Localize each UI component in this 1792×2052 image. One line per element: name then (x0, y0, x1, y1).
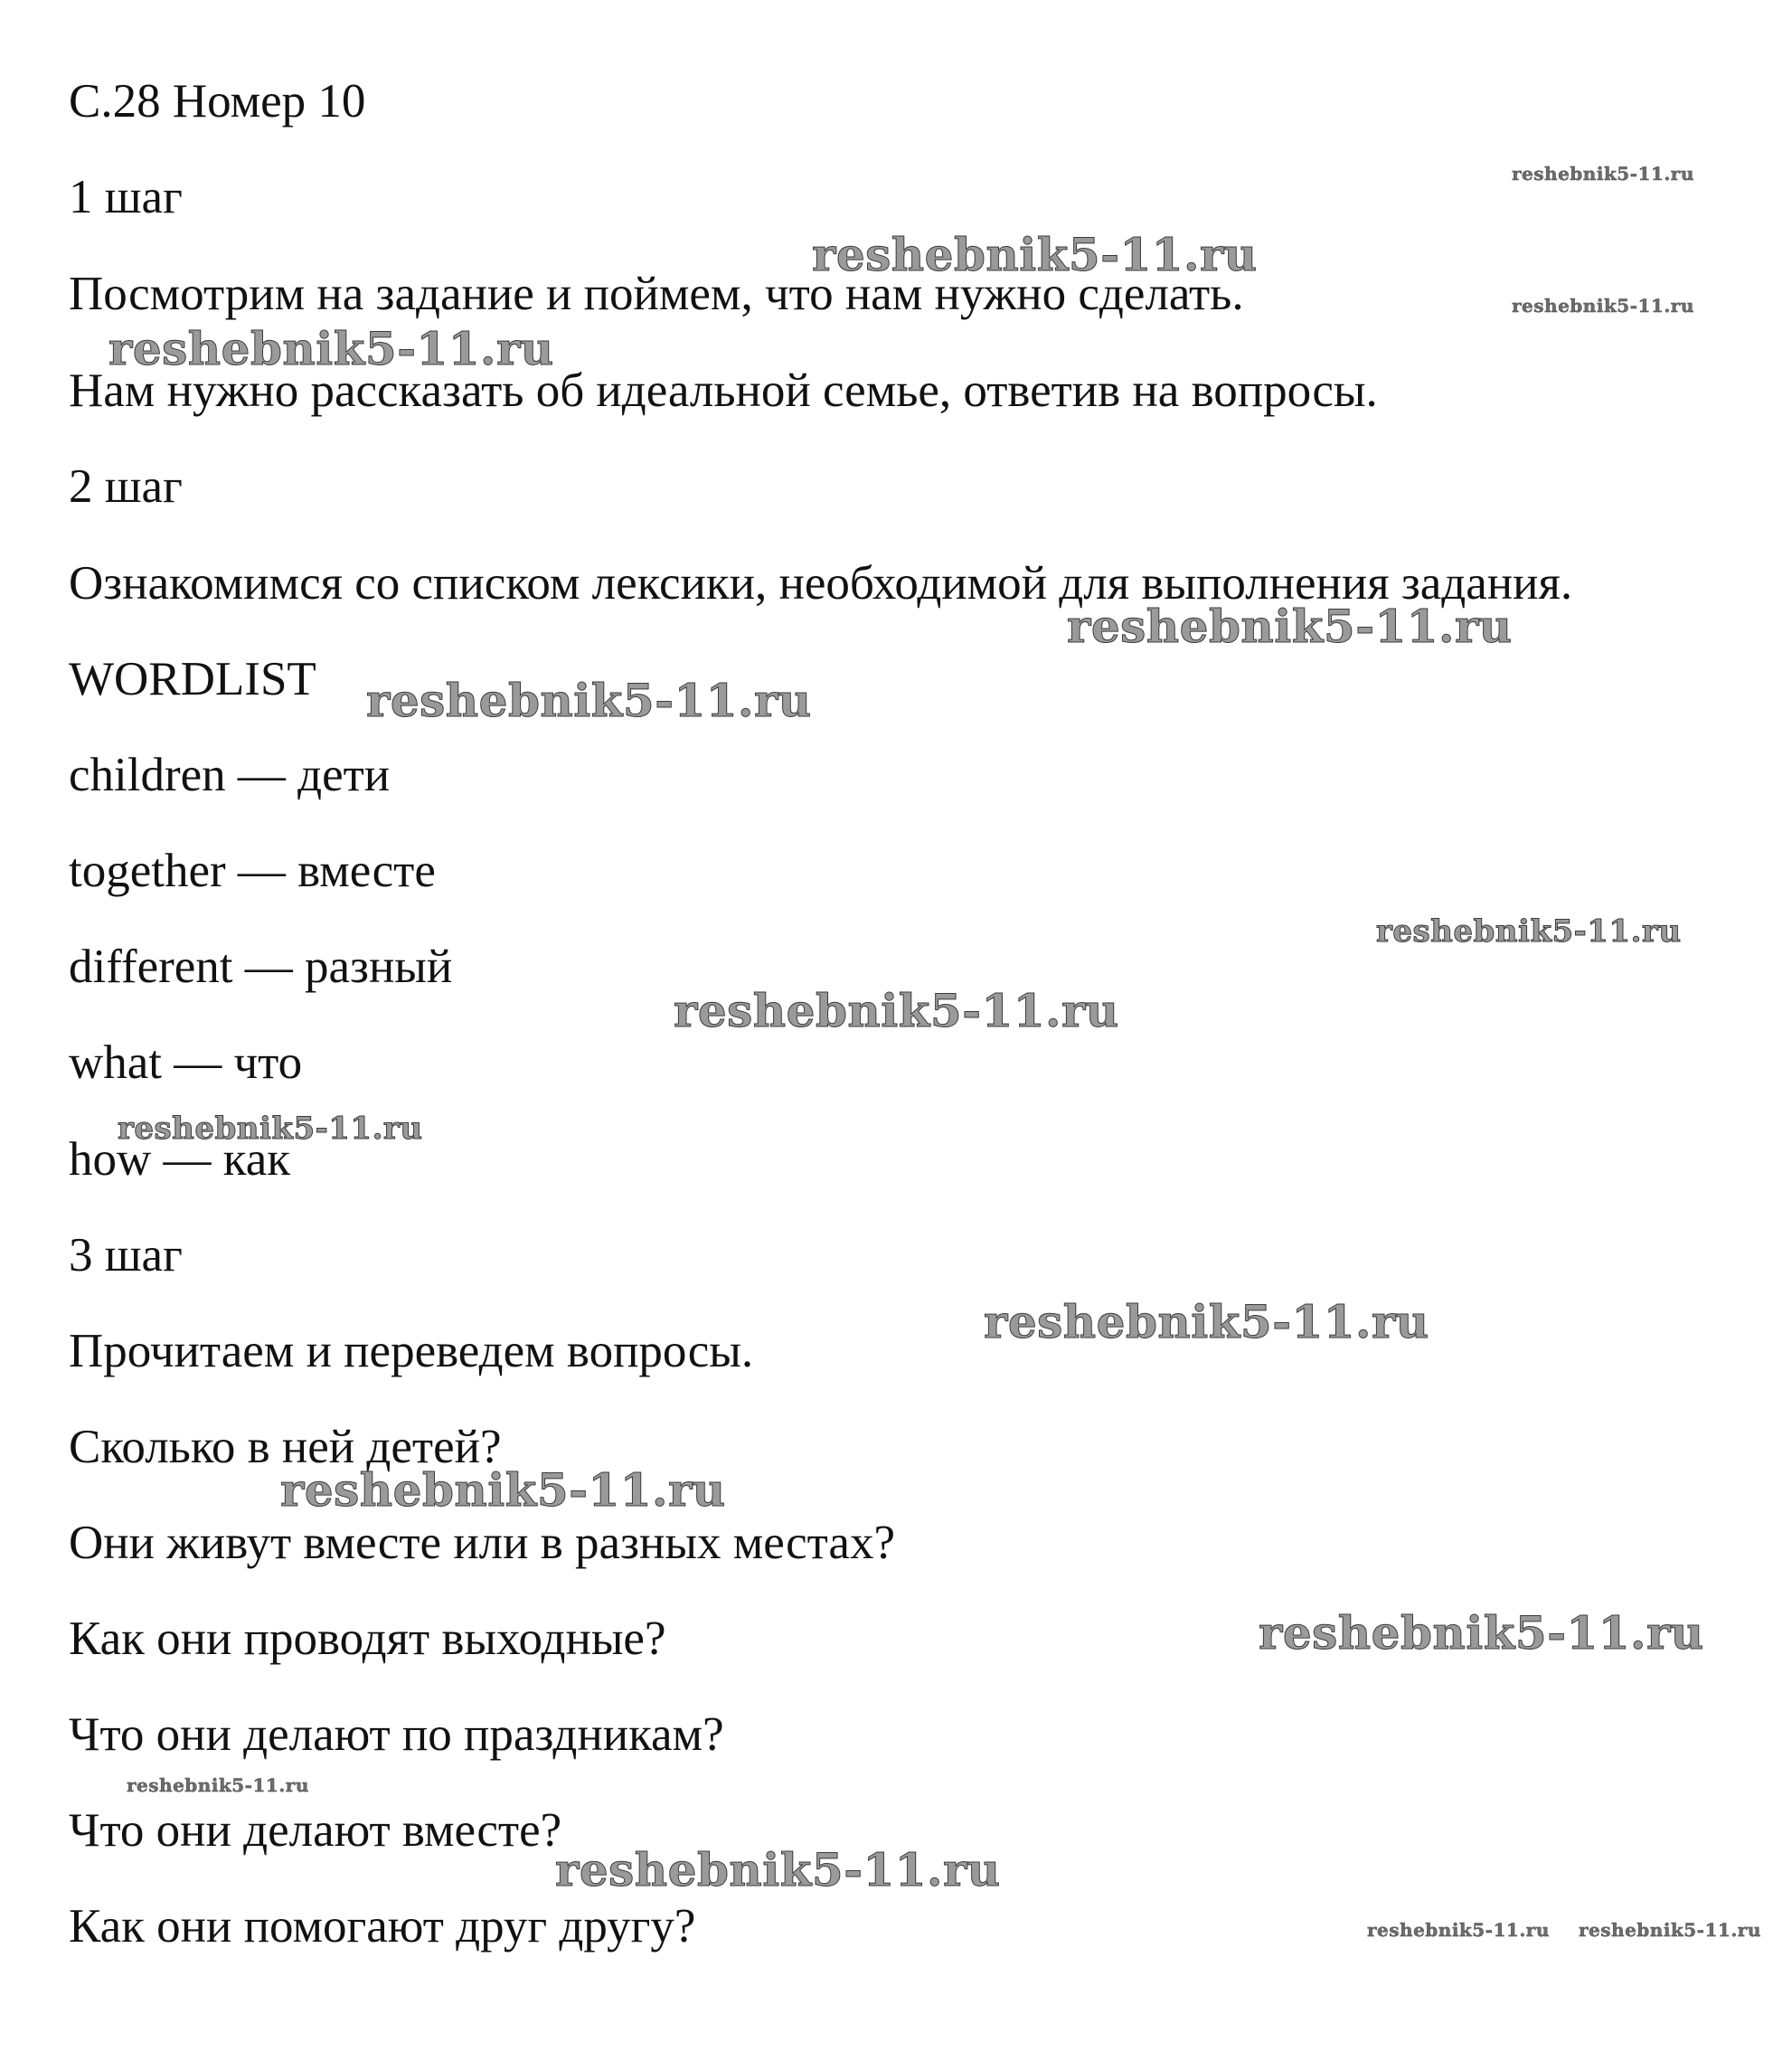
step3-intro: Прочитаем и переведем вопросы. (69, 1325, 754, 1377)
step2-heading: 2 шаг (69, 460, 183, 513)
watermark-text: reshebnik5-11.ru (674, 984, 1119, 1037)
watermark-text: reshebnik5-11.ru (1067, 600, 1513, 653)
word-item: different — разный (69, 941, 453, 993)
watermark-text: reshebnik5-11.ru (1579, 1919, 1761, 1941)
word-item: how — как (69, 1133, 290, 1186)
watermark-text: reshebnik5-11.ru (127, 1774, 309, 1796)
wordlist-label: WORDLIST (69, 653, 316, 705)
watermark-text: reshebnik5-11.ru (280, 1463, 726, 1517)
watermark-text: reshebnik5-11.ru (108, 322, 554, 375)
word-item: together — вместе (69, 845, 436, 897)
watermark-text: reshebnik5-11.ru (1376, 913, 1682, 950)
watermark-text: reshebnik5-11.ru (1512, 295, 1694, 317)
step1-line1: Посмотрим на задание и поймем, что нам нужно сделать. (69, 268, 1244, 320)
watermark-text: reshebnik5-11.ru (812, 228, 1258, 281)
word-item: what — что (69, 1036, 303, 1089)
question-item: Как они проводят выходные? (69, 1612, 666, 1665)
step1-heading: 1 шаг (69, 171, 183, 223)
step2-intro: Ознакомимся со списком лексики, необходимой для выполнения задания. (69, 557, 1573, 610)
watermark-text: reshebnik5-11.ru (984, 1295, 1429, 1348)
word-item: children — дети (69, 749, 391, 801)
watermark-text: reshebnik5-11.ru (1367, 1919, 1550, 1941)
question-item: Что они делают вместе? (69, 1804, 562, 1857)
step3-heading: 3 шаг (69, 1229, 183, 1281)
question-item: Сколько в ней детей? (69, 1421, 502, 1473)
page-title: С.28 Номер 10 (69, 75, 366, 128)
watermark-text: reshebnik5-11.ru (118, 1111, 423, 1147)
watermark-text: reshebnik5-11.ru (1512, 163, 1694, 184)
watermark-text: reshebnik5-11.ru (555, 1843, 1001, 1896)
watermark-text: reshebnik5-11.ru (366, 674, 812, 727)
question-item: Они живут вместе или в разных местах? (69, 1517, 895, 1569)
step1-line2: Нам нужно рассказать об идеальной семье, ответив на вопросы. (69, 364, 1378, 417)
question-item: Как они помогают друг другу? (69, 1900, 696, 1953)
question-item: Что они делают по праздникам? (69, 1708, 724, 1761)
watermark-text: reshebnik5-11.ru (1259, 1606, 1704, 1660)
